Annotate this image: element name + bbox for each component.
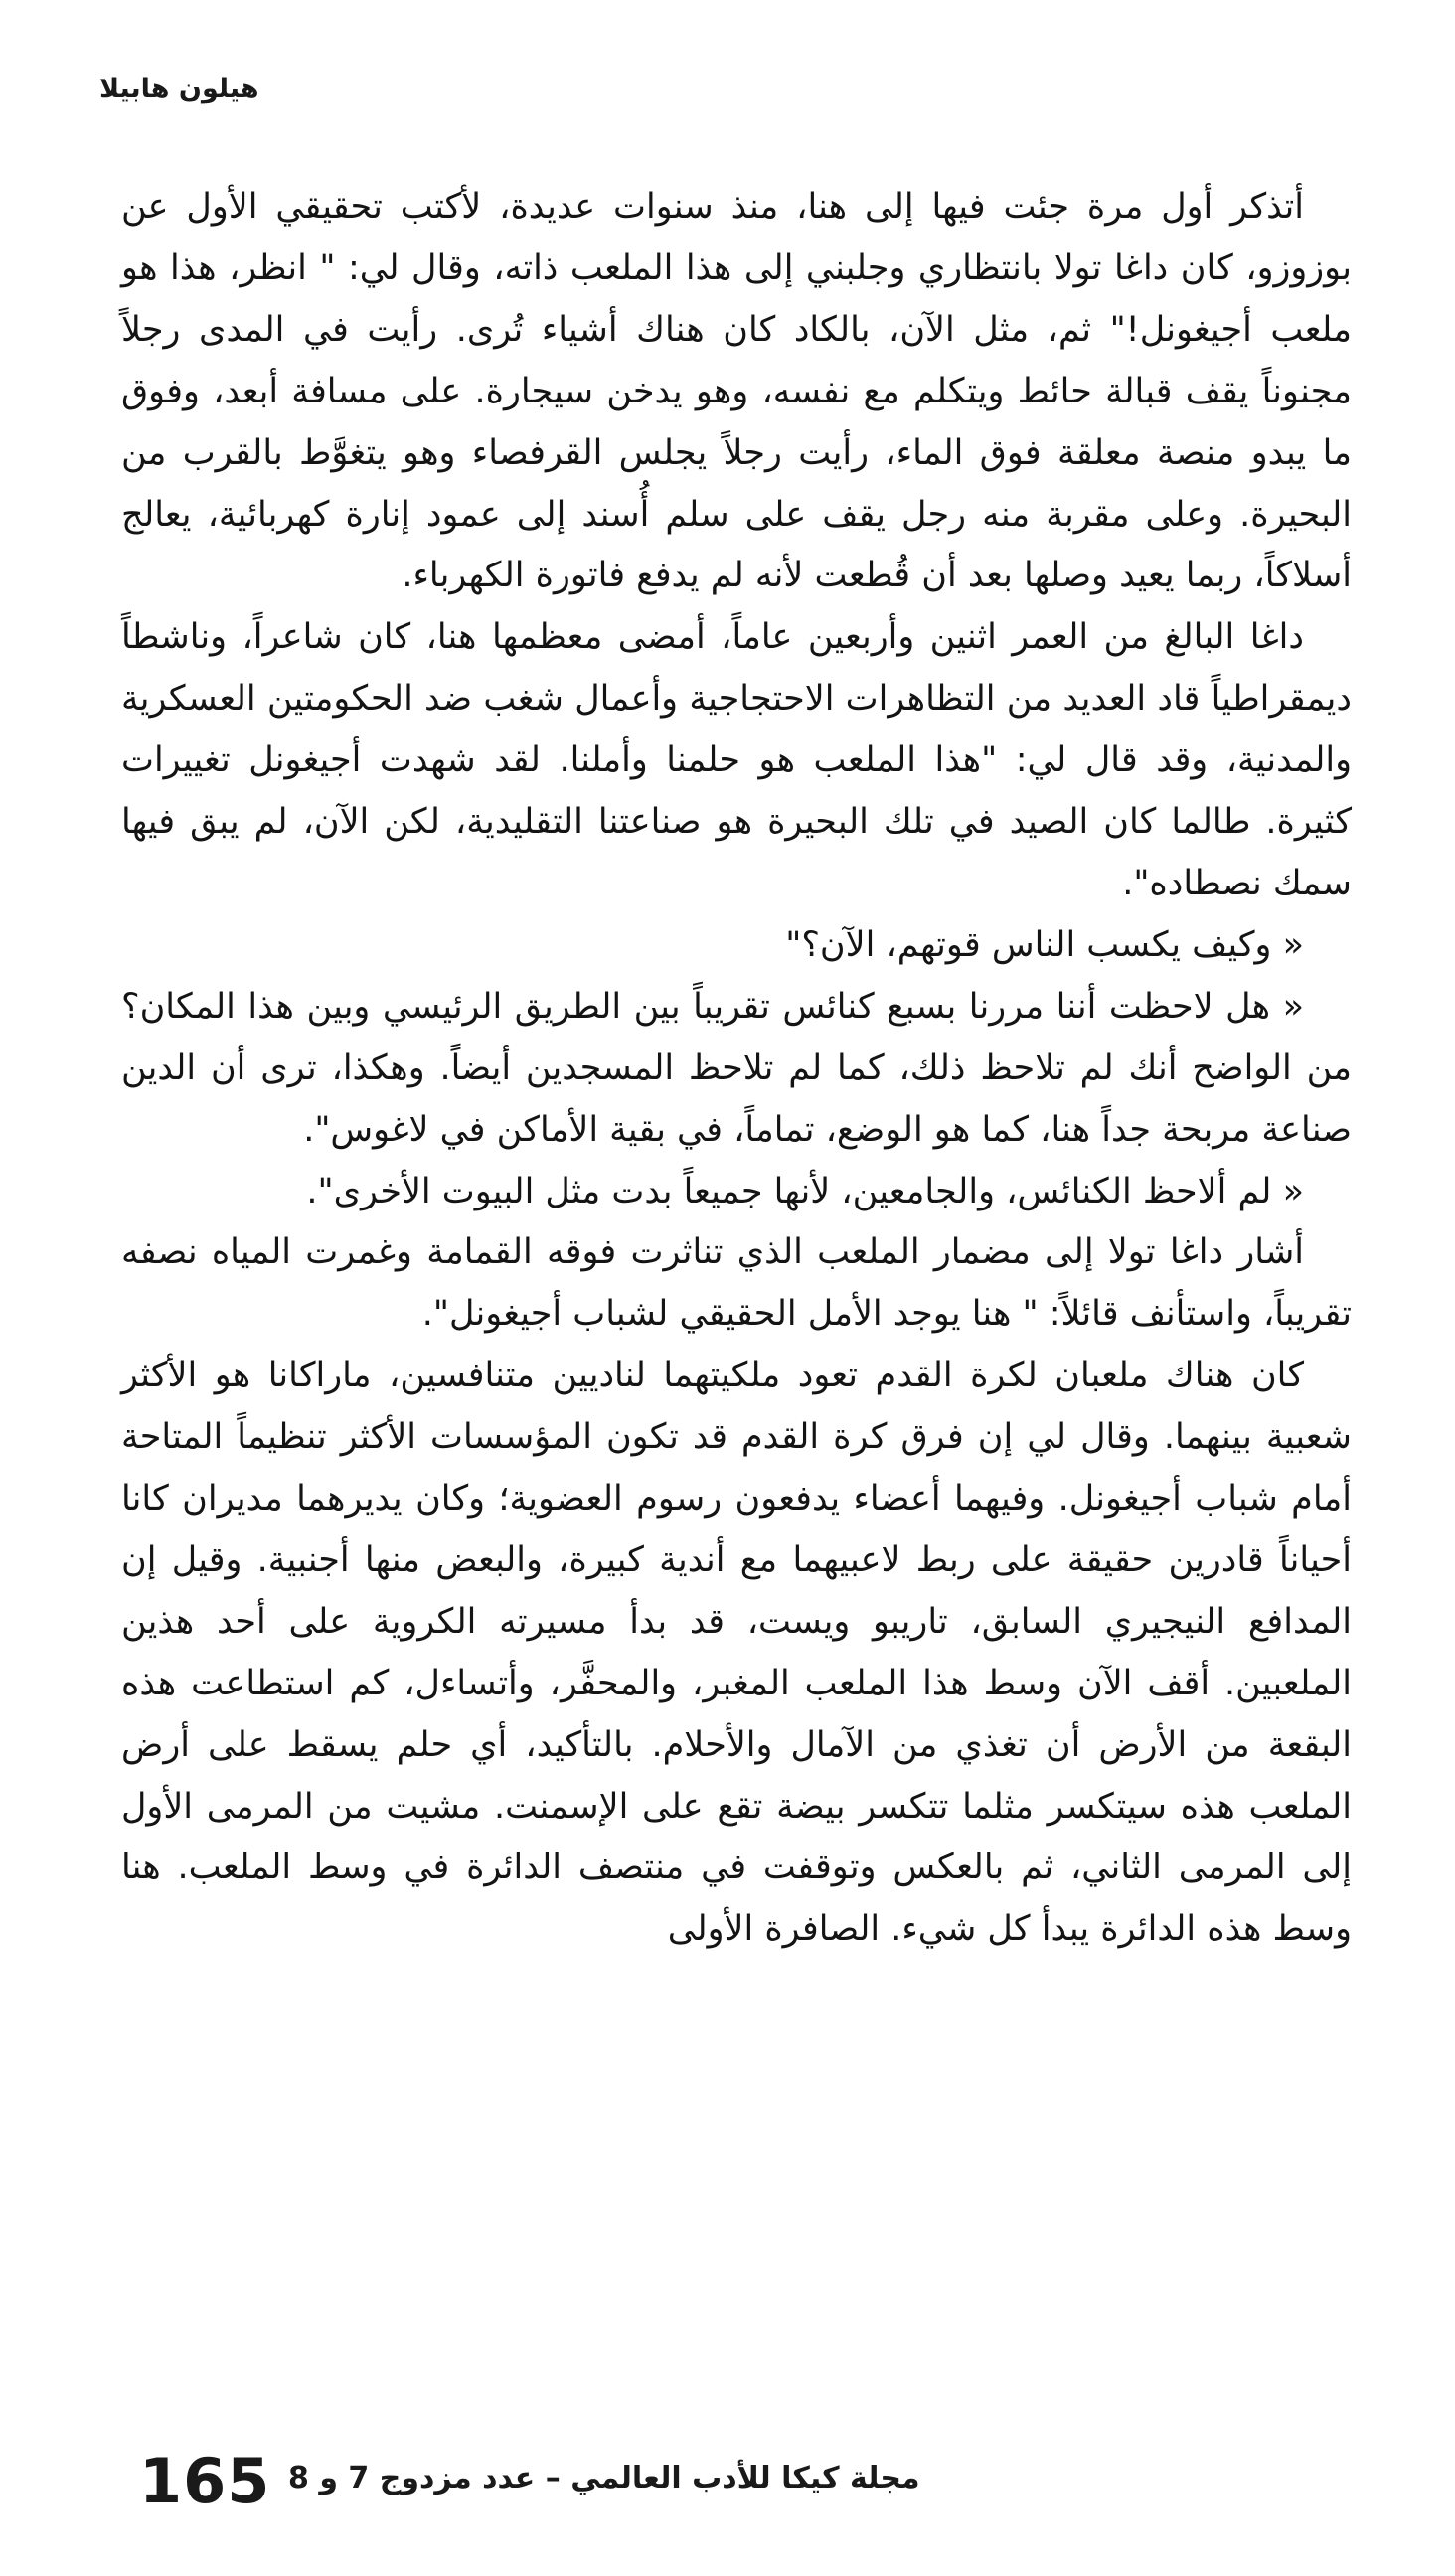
page-footer: [139, 2445, 1332, 2524]
journal-issue-line: مجلة كيكا للأدب العالمي – عدد مزدوج 7 و 8: [288, 2461, 920, 2496]
paragraph: أشار داغا تولا إلى مضمار الملعب الذي تناثرت فوقه القمامة وغمرت المياه نصفه تقريباً، واستأنف قائلاً: " هنا يوجد الأمل الحقيقي لشباب أجيغونل".: [121, 1232, 1352, 1335]
paragraph: أتذكر أول مرة جئت فيها إلى هنا، منذ سنوات عديدة، لأكتب تحقيقي الأول عن بوزوزو، كان داغا تولا بانتظاري وجلبني إلى هذا الملعب ذاته، وقال لي: " انظر، هذا هو ملعب أجيغونل!" ثم، مثل الآن، بالكاد كان هناك أشياء تُرى. رأيت في المدى رجلاً مجنوناً يقف قبالة حائط ويتكلم مع نفسه، وهو يدخن سيجارة. على مسافة أبعد، وفوق ما يبدو منصة معلقة فوق الماء، رأيت رجلاً يجلس القرفصاء وهو يتغوَّط بالقرب من البحيرة. وعلى مقربة منه رجل يقف على سلم أُسند إلى عمود إنارة كهربائية، يعالج أسلاكاً، ربما يعيد وصلها بعد أن قُطعت لأنه لم يدفع فاتورة الكهرباء.: [121, 187, 1352, 596]
paragraph: « هل لاحظت أننا مررنا بسبع كنائس تقريباً بين الطريق الرئيسي وبين هذا المكان؟ من الواضح أنك لم تلاحظ ذلك، كما لم تلاحظ المسجدين أيضاً. وهكذا، ترى أن الدين صناعة مربحة جداً هنا، كما هو الوضع، تماماً، في بقية الأماكن في لاغوس".: [121, 986, 1352, 1150]
running-header-author: هيلون هابيلا: [99, 74, 259, 104]
paragraph: كان هناك ملعبان لكرة القدم تعود ملكيتهما لناديين متنافسين، ماراكانا هو الأكثر شعبية بينهما. وقال لي إن فرق كرة القدم قد تكون المؤسسات الأكثر تنظيماً المتاحة أمام شباب أجيغونل. وفيهما أعضاء يدفعون رسوم العضوية؛ وكان يديرهما مديران كانا أحياناً قادرين حقيقة على ربط لاعبيهما مع أندية كبيرة، والبعض منها أجنبية. وقيل إن المدافع النيجيري السابق، تاريبو ويست، قد بدأ مسيرته الكروية على أحد هذين الملعبين. أقف الآن وسط هذا الملعب المغبر، والمحفَّر، وأتساءل، كم استطاعت هذه البقعة من الأرض أن تغذي من الآمال والأحلام. بالتأكيد، أي حلم يسقط على أرض الملعب هذه سيتكسر مثلما تتكسر بيضة تقع على الإسمنت. مشيت من المرمى الأول إلى المرمى الثاني، ثم بالعكس وتوقفت في منتصف الدائرة في وسط الملعب. هنا وسط هذه الدائرة يبدأ كل شيء. الصافرة الأولى: [121, 1356, 1352, 1950]
paragraph: « وكيف يكسب الناس قوتهم، الآن؟": [785, 924, 1304, 965]
article-body: [121, 177, 1352, 1961]
page-number: 165: [139, 2445, 271, 2517]
paragraph: داغا البالغ من العمر اثنين وأربعين عاماً، أمضى معظمها هنا، كان شاعراً، وناشطاً ديمقراطياً قاد العديد من التظاهرات الاحتجاجية وأعمال شغب ضد الحكومتين العسكرية والمدنية، وقد قال لي: "هذا الملعب هو حلمنا وأملنا. لقد شهدت أجيغونل تغييرات كثيرة. طالما كان الصيد في تلك البحيرة هو صناعتنا التقليدية، لكن الآن، لم يبق فيها سمك نصطاده".: [121, 617, 1352, 903]
paragraph: « لم ألاحظ الكنائس، والجامعين، لأنها جميعاً بدت مثل البيوت الأخرى".: [306, 1171, 1304, 1211]
